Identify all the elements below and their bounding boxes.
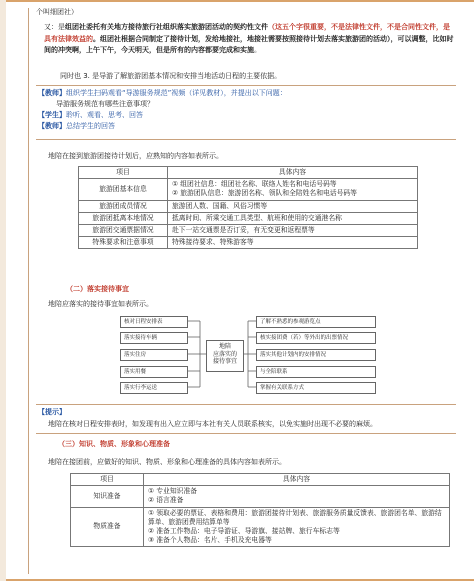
para-basis: 同时也 3. 是导游了解旅游团基本情况和安排当地活动日程的主要依据。 (60, 72, 282, 80)
divider (36, 85, 456, 86)
divider (36, 139, 456, 140)
top-bar (6, 0, 474, 2)
arrangements-diagram (120, 316, 440, 396)
table-row: 旅游团交通票据情况 赴下一站交通票是否订妥，有无变更和返程票等 (79, 224, 418, 236)
section-title-preparation: （三）知识、物质、形象和心理准备 (58, 440, 170, 448)
preparation-table (70, 473, 450, 547)
table-row: 物质准备 ① 领取必要的票证、表格和费用：旅游团接待计划表、旅游服务质量反馈表、旅游团名单、旅游结算单、旅游团费用结算单等 ② 准备工作物品：电子导游证、导游旗、接站牌、旅行车标志等 ③ 准备个人物品：名片、手机及充电器等 (71, 507, 450, 547)
left-margin (0, 0, 6, 581)
para-table1-intro: 地陪在接到旅游团接待计划后，应熟知的内容如表所示。 (48, 152, 223, 160)
diagram-left-item: 核对日程安排表 (120, 316, 188, 328)
diagram-left-item: 落实住房 (120, 349, 188, 361)
para-table2-intro: 地陪在接团前，应做好的知识、物质、形象和心理准备的具体内容如表所示。 (48, 458, 286, 466)
para-contract-definition: 又：是组团社委托有关地方接待旅行社组织落实旅游团活动的契约性文件（这五个字很重要，不是法律性文件，不是合同性文件，是具有法律效益的。组团社根据合同制定了接待计划，发给地接社，地接社需要按照接待计划去落实旅游团的活动），可以调整，比如时间的冲突啊，上午下午，今天明天，但是所有的内容都要完成和实施。 (44, 23, 454, 54)
diagram-left-item: 落实行李运送 (120, 382, 188, 394)
table-row: 旅游团基本信息 ① 组团社信息：组团社名称、联络人姓名和电话号码等 ② 旅游团队信息：旅游团名称、领队和全陪姓名和电话号码等 (79, 179, 418, 200)
tip-tag: 【提示】 (38, 408, 66, 416)
diagram-center-node: 地陪 应落实的 接待事宜 (206, 340, 244, 372)
top-text: 个叫细团社） (36, 8, 78, 16)
diagram-right-item: 落实其他计划内的安排情况 (256, 349, 376, 361)
tip-text: 地陪在核对日程安排表时，如发现有出入应立即与本社有关人员联系核实，以免实施时出现不必要的麻烦。 (48, 420, 377, 428)
diagram-left-item: 落实接待车辆 (120, 332, 188, 344)
table-header-row: 项目 具体内容 (79, 167, 418, 179)
diagram-left-item: 落实用餐 (120, 366, 188, 378)
divider (36, 433, 456, 434)
divider (36, 404, 456, 405)
para-diagram-intro: 地陪应落实的接待事宜如表所示。 (48, 300, 153, 308)
table-row: 旅游团成员情况 旅游团人数、国籍、风俗习惯等 (79, 200, 418, 212)
content-border-left (28, 8, 29, 574)
table-row: 特殊要求和注意事项 特殊接待要求、特殊游客等 (79, 237, 418, 249)
table-row: 旅游团抵离本地情况 抵离时间、所乘交通工具类型、航班和使用的交通港名称 (79, 212, 418, 224)
table-header-row: 项目 具体内容 (71, 474, 450, 486)
diagram-right-item: 与全陪联系 (256, 366, 376, 378)
plan-content-table (78, 166, 418, 249)
diagram-right-item: 了解不熟悉的参观游览点 (256, 316, 376, 328)
teacher-block: 【教师】组织学生扫码观看“导游服务规范”视频（详见教材），并提出以下问题： 导游服务规范有哪些注意事项？ 【学生】聆听、观看、思考、回答 【教师】总结学生的回答 (38, 89, 287, 130)
diagram-right-item: 掌握有关联系方式 (256, 382, 376, 394)
section-title-arrangements: （二）落实接待事宜 (66, 285, 129, 293)
diagram-right-item: 核实接团费（若）等外出的出票情况 (256, 332, 376, 344)
table-row: 知识准备 ① 专业知识准备 ② 语言准备 (71, 486, 450, 507)
